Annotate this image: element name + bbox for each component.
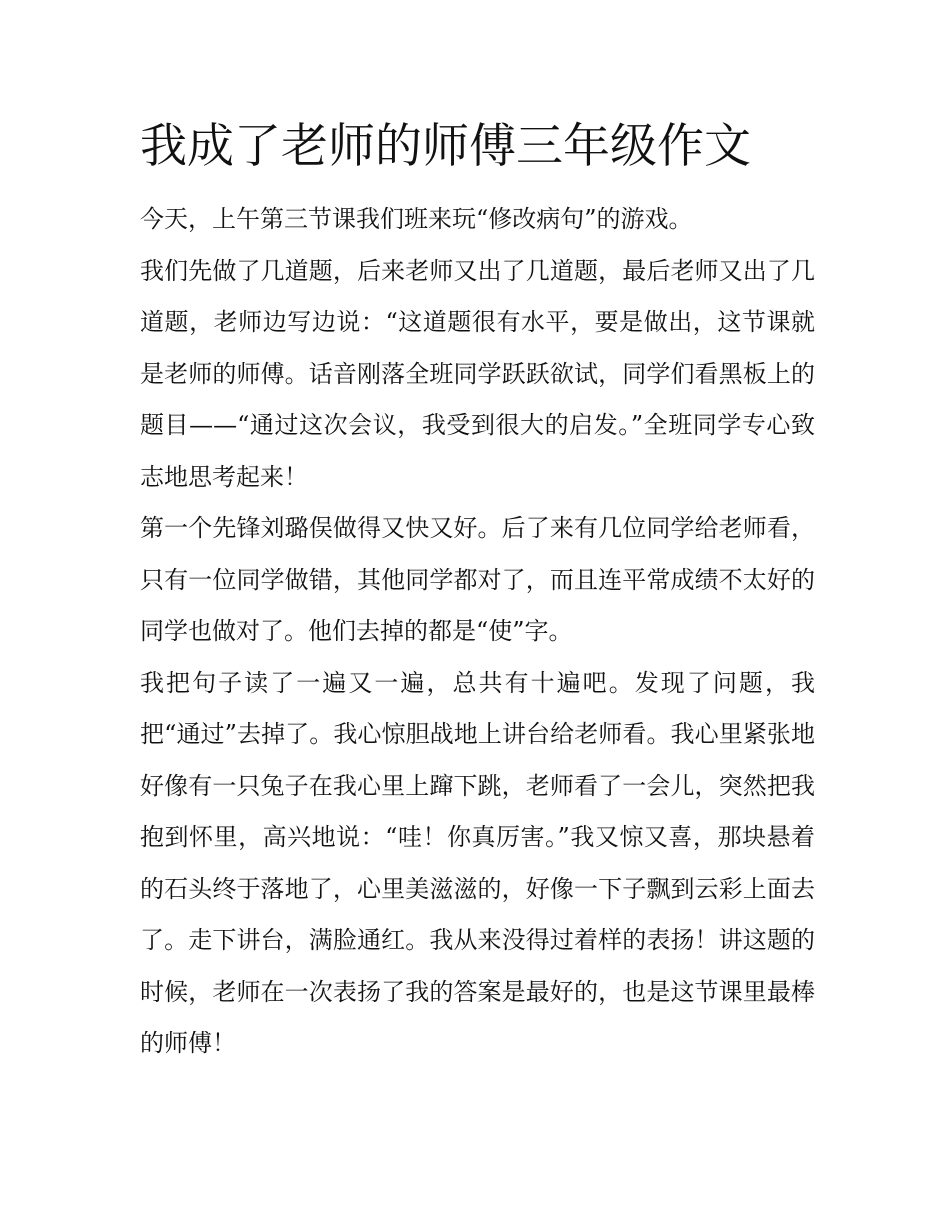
paragraph-1: 今天，上午第三节课我们班来玩“修改病句”的游戏。	[140, 205, 693, 233]
paragraph-4: 我把句子读了一遍又一遍，总共有十遍吧。发现了问题，我把“通过”去掉了。我心惊胆战地上讲台给老师看。我心里紧张地好像有一只兔子在我心里上蹿下跳，老师看了一会儿，突然把我抱到怀里，高兴地说：“哇！你真厉害。”我又惊又喜，那块悬着的石头终于落地了，心里美滋滋的，好像一下子飘到云彩上面去了。走下讲台，满脸通红。我从来没得过着样的表扬！讲这题的时候，老师在一次表扬了我的答案是最好的，也是这节课里最棒的师傅！	[140, 668, 815, 1057]
paragraph-2: 我们先做了几道题，后来老师又出了几道题，最后老师又出了几道题，老师边写边说：“这道题很有水平，要是做出，这节课就是老师的师傅。话音刚落全班同学跃跃欲试，同学们看黑板上的题目——“通过这次会议，我受到很大的启发。”全班同学专心致志地思考起来！	[140, 256, 815, 491]
document-title: 我成了老师的师傅三年级作文	[140, 119, 751, 174]
document-body	[140, 112, 815, 1070]
paragraph-3: 第一个先锋刘璐俣做得又快又好。后了来有几位同学给老师看，只有一位同学做错，其他同学都对了，而且连平常成绩不太好的同学也做对了。他们去掉的都是“使”字。	[140, 514, 815, 645]
